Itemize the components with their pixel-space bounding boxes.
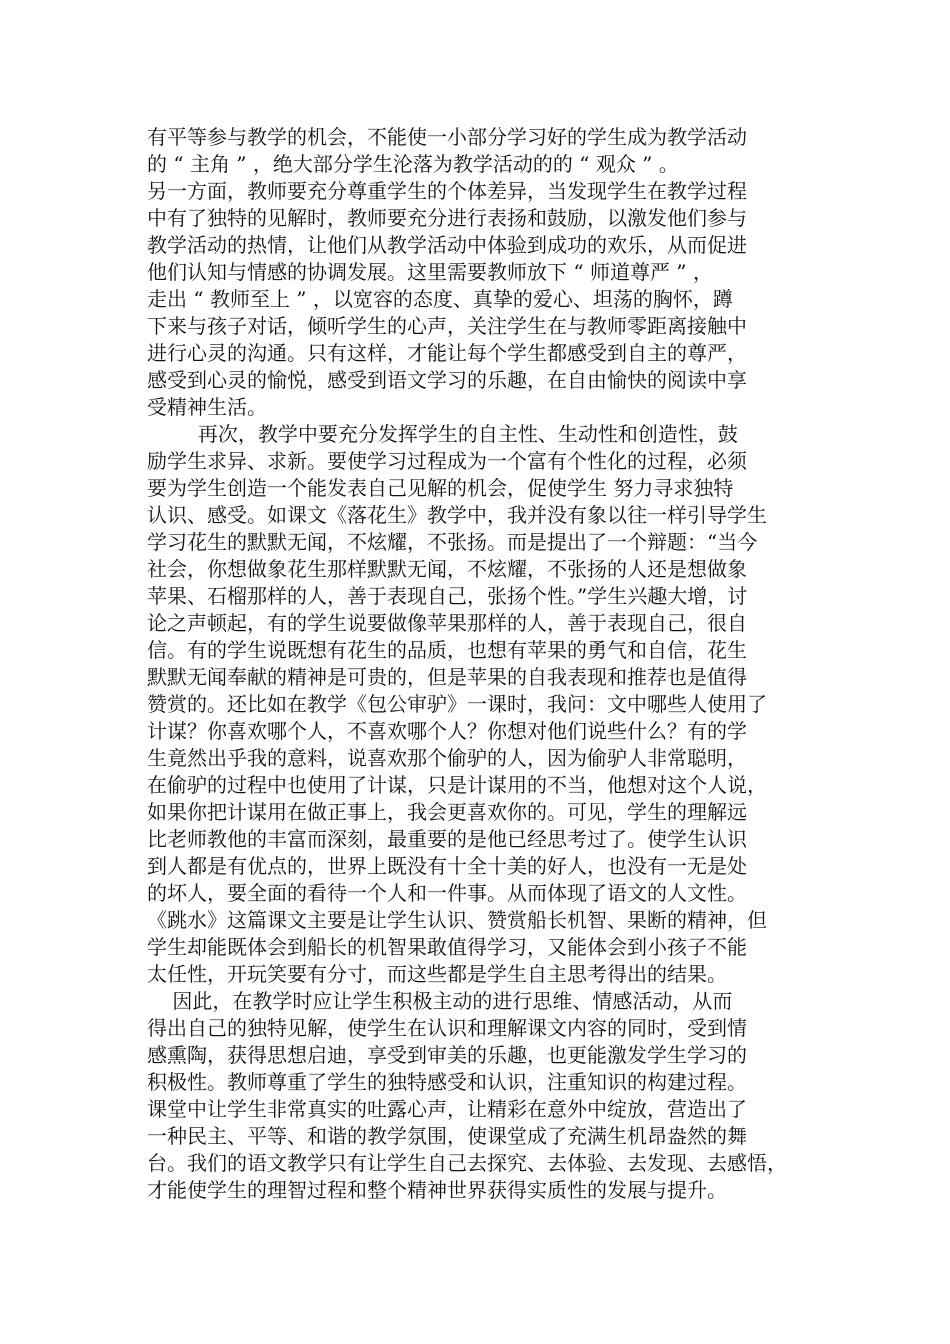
text-line: 积极性。教师尊重了学生的独特感受和认识，注重知识的构建过程。 — [147, 1070, 747, 1094]
text-line: 学生却能既体会到船长的机智果敢值得学习，又能体会到小孩子不能 — [147, 935, 747, 959]
text-line: 感受到心灵的愉悦，感受到语文学习的乐趣，在自由愉快的阅读中享 — [147, 368, 747, 392]
text-line: 信。有的学生说既想有花生的品质，也想有苹果的勇气和自信，花生 — [147, 638, 747, 662]
text-line: 学习花生的默默无闻，不炫耀，不张扬。而是提出了一个辩题：“当今 — [147, 530, 758, 554]
text-line: 进行心灵的沟通。只有这样，才能让每个学生都感受到自主的尊严， — [147, 341, 747, 365]
text-line: 台。我们的语文教学只有让学生自己去探究、去体验、去发现、去感悟， — [147, 1151, 787, 1175]
text-line: 苹果、石榴那样的人，善于表现自己，张扬个性。”学生兴趣大增，讨 — [147, 584, 748, 608]
text-line: 生竟然出乎我的意料，说喜欢那个偷驴的人，因为偷驴人非常聪明， — [147, 746, 747, 770]
text-line: 得出自己的独特见解，使学生在认识和理解课文内容的同时，受到情 — [147, 1016, 747, 1040]
text-line: 教学活动的热情，让他们从教学活动中体验到成功的欢乐，从而促进 — [147, 233, 747, 257]
text-line: 论之声顿起，有的学生说要做像苹果那样的人，善于表现自己，很自 — [147, 611, 747, 635]
text-line: 才能使学生的理智过程和整个精神世界获得实质性的发展与提升。 — [147, 1178, 727, 1202]
text-line: 下来与孩子对话，倾听学生的心声，关注学生在与教师零距离接触中 — [147, 314, 747, 338]
text-line: 的坏人，要全面的看待一个人和一件事。从而体现了语文的人文性。 — [147, 881, 747, 905]
text-line: 社会，你想做象花生那样默默无闻，不炫耀，不张扬的人还是想做象 — [147, 557, 747, 581]
text-line: 再次，教学中要充分发挥学生的自主性、生动性和创造性，鼓 — [147, 422, 738, 446]
text-line: 励学生求异、求新。要使学习过程成为一个富有个性化的过程，必须 — [147, 449, 747, 473]
text-line: 中有了独特的见解时，教师要充分进行表扬和鼓励，以激发他们参与 — [147, 206, 747, 230]
text-line: 受精神生活。 — [147, 395, 267, 419]
text-line: 比老师教他的丰富而深刻，最重要的是他已经思考过了。使学生认识 — [147, 827, 747, 851]
text-line: 有平等参与教学的机会，不能使一小部分学习好的学生成为教学活动 — [147, 125, 747, 149]
text-line: 认识、感受。如课文《落花生》教学中，我并没有象以往一样引导学生 — [147, 503, 767, 527]
text-line: 感熏陶，获得思想启迪，享受到审美的乐趣，也更能激发学生学习的 — [147, 1043, 747, 1067]
text-line: 《跳水》这篇课文主要是让学生认识、赞赏船长机智、果断的精神，但 — [147, 908, 767, 932]
text-line: 赞赏的。还比如在教学《包公审驴》一课时，我问：文中哪些人使用了 — [147, 692, 767, 716]
text-line: 默默无闻奉献的精神是可贵的，但是苹果的自我表现和推荐也是值得 — [147, 665, 747, 689]
text-line: 课堂中让学生非常真实的吐露心声，让精彩在意外中绽放，营造出了 — [147, 1097, 747, 1121]
text-line: 要为学生创造一个能发表自己见解的机会，促使学生 努力寻求独特 — [147, 476, 734, 500]
text-line: 一种民主、平等、和谐的教学氛围，使课堂成了充满生机昂盎然的舞 — [147, 1124, 747, 1148]
text-line: 计谋？你喜欢哪个人，不喜欢哪个人？你想对他们说些什么？有的学 — [147, 719, 747, 743]
text-line: 走出 “ 教师至上 ” ，以宽容的态度、真挚的爱心、坦荡的胸怀，蹲 — [147, 287, 733, 311]
text-line: 的 “ 主角 ” ，绝大部分学生沦落为教学活动的的 “ 观众 ” 。 — [147, 152, 679, 176]
text-line: 到人都是有优点的，世界上既没有十全十美的好人，也没有一无是处 — [147, 854, 747, 878]
text-line: 如果你把计谋用在做正事上，我会更喜欢你的。可见，学生的理解远 — [147, 800, 747, 824]
body-text — [147, 124, 819, 1204]
text-line: 太任性，开玩笑要有分寸，而这些都是学生自主思考得出的结果。 — [147, 962, 727, 986]
text-line: 因此，在教学时应让学生积极主动的进行思维、情感活动，从而 — [147, 989, 733, 1013]
text-line: 另一方面，教师要充分尊重学生的个体差异，当发现学生在教学过程 — [147, 179, 747, 203]
text-line: 在偷驴的过程中也使用了计谋，只是计谋用的不当，他想对这个人说， — [147, 773, 767, 797]
text-line: 他们认知与情感的协调发展。这里需要教师放下 “ 师道尊严 ” ， — [147, 260, 713, 284]
